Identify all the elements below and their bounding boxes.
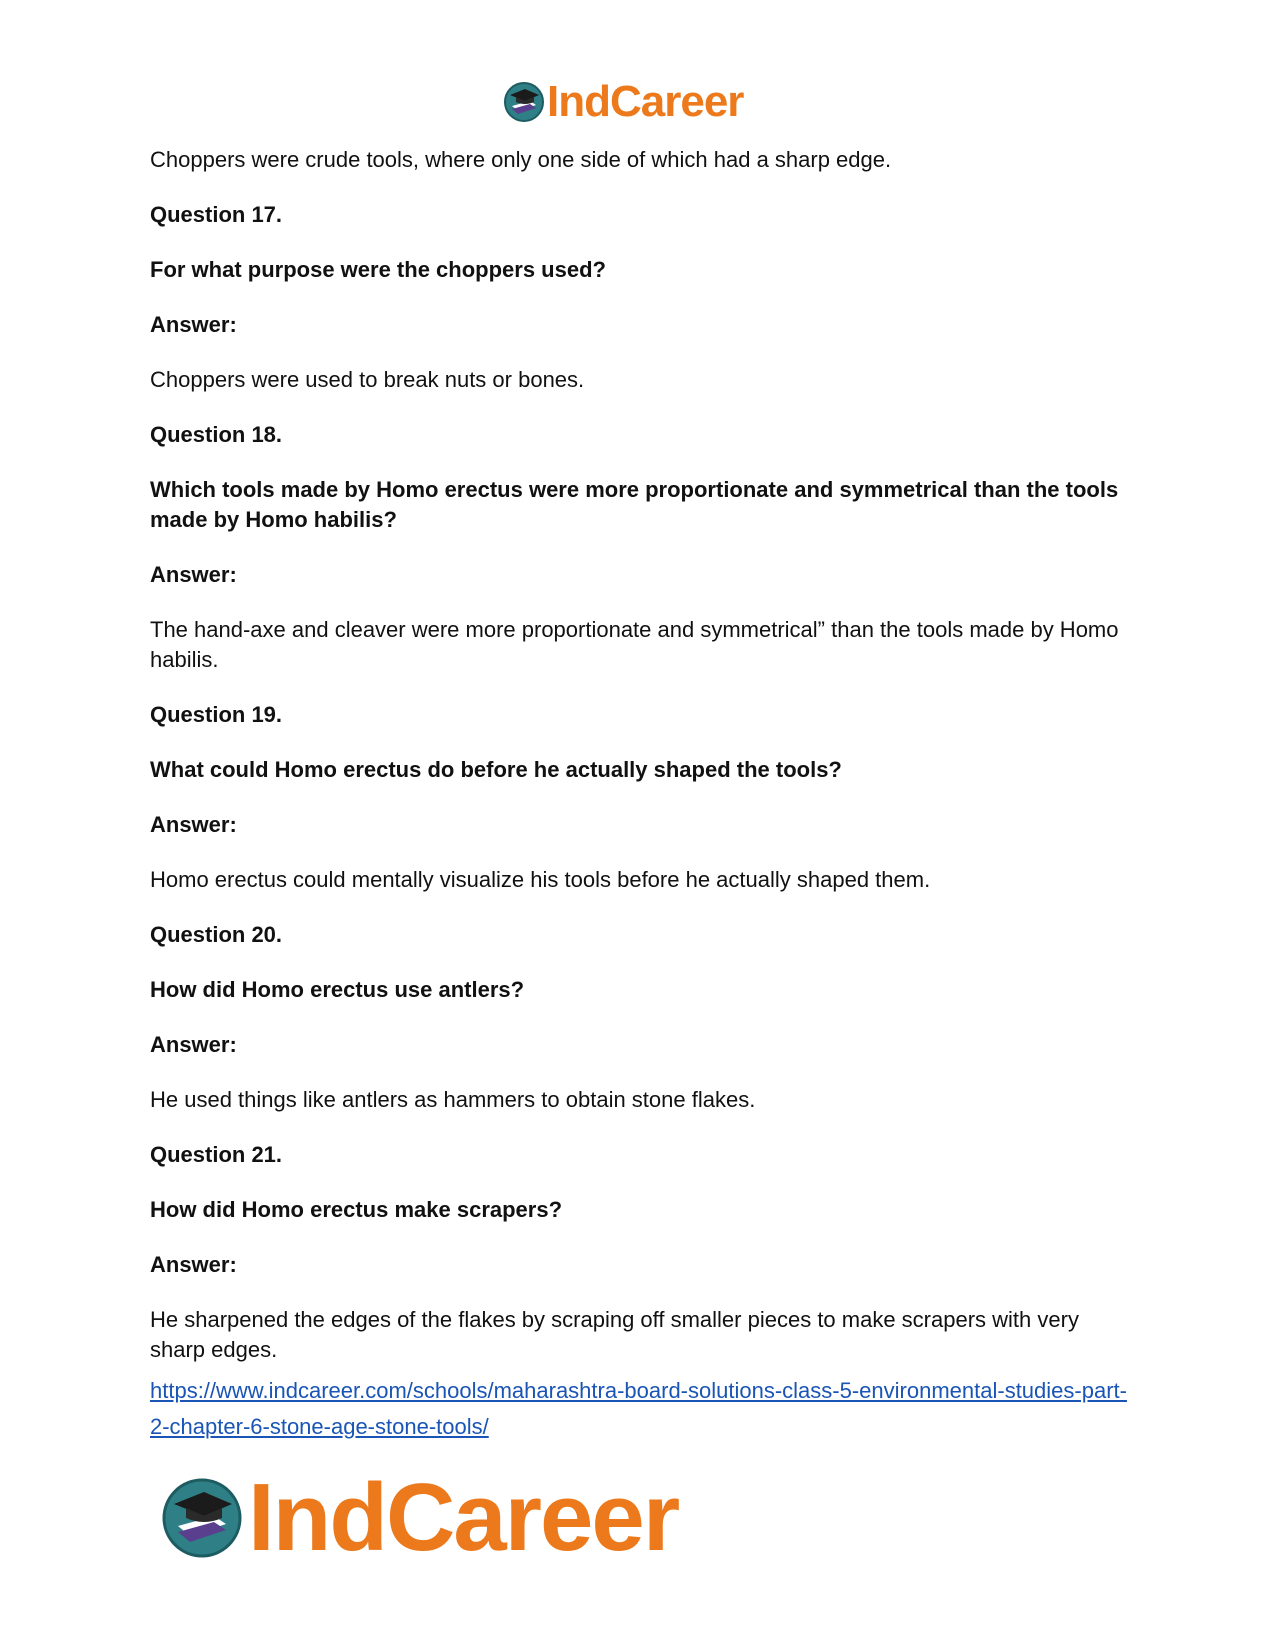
brand-name: IndCareer xyxy=(547,77,744,126)
question-label-17: Question 17. xyxy=(150,202,283,227)
question-text-21: How did Homo erectus make scrapers? xyxy=(150,1197,563,1222)
answer-text-19: Homo erectus could mentally visualize his tools before he actually shaped them. xyxy=(150,867,931,892)
question-text-19: What could Homo erectus do before he actually shaped the tools? xyxy=(150,757,842,782)
answer-text-17: Choppers were used to break nuts or bones. xyxy=(150,367,585,392)
question-label-21: Question 21. xyxy=(150,1142,283,1167)
answer-text-20: He used things like antlers as hammers to obtain stone flakes. xyxy=(150,1087,756,1112)
question-text-20: How did Homo erectus use antlers? xyxy=(150,977,525,1002)
header-logo xyxy=(503,77,744,126)
answer-label-21: Answer: xyxy=(150,1252,237,1277)
question-label-20: Question 20. xyxy=(150,922,283,947)
answer-label-18: Answer: xyxy=(150,562,237,587)
source-link[interactable]: https://www.indcareer.com/schools/maharashtra-board-solutions-class-5-environmental-studies-part-2-chapter-6-stone-age-stone-tools/ xyxy=(150,1378,1127,1439)
graduation-cap-icon xyxy=(160,1476,244,1560)
brand-name: IndCareer xyxy=(248,1464,679,1571)
footer-logo xyxy=(160,1464,679,1571)
answer-text-18: The hand-axe and cleaver were more proportionate and symmetrical” than the tools made by Homo habilis. xyxy=(150,617,1119,672)
graduation-cap-icon xyxy=(503,81,545,123)
answer-label-20: Answer: xyxy=(150,1032,237,1057)
answer-text-21: He sharpened the edges of the flakes by scraping off smaller pieces to make scrapers with very sharp edges. xyxy=(150,1307,1079,1362)
question-text-18: Which tools made by Homo erectus were more proportionate and symmetrical than the tools made by Homo habilis? xyxy=(150,477,1119,532)
document-body xyxy=(150,145,1130,1445)
answer-label-19: Answer: xyxy=(150,812,237,837)
answer-text-16: Choppers were crude tools, where only one side of which had a sharp edge. xyxy=(150,147,892,172)
question-text-17: For what purpose were the choppers used? xyxy=(150,257,606,282)
question-label-19: Question 19. xyxy=(150,702,283,727)
question-label-18: Question 18. xyxy=(150,422,283,447)
answer-label-17: Answer: xyxy=(150,312,237,337)
